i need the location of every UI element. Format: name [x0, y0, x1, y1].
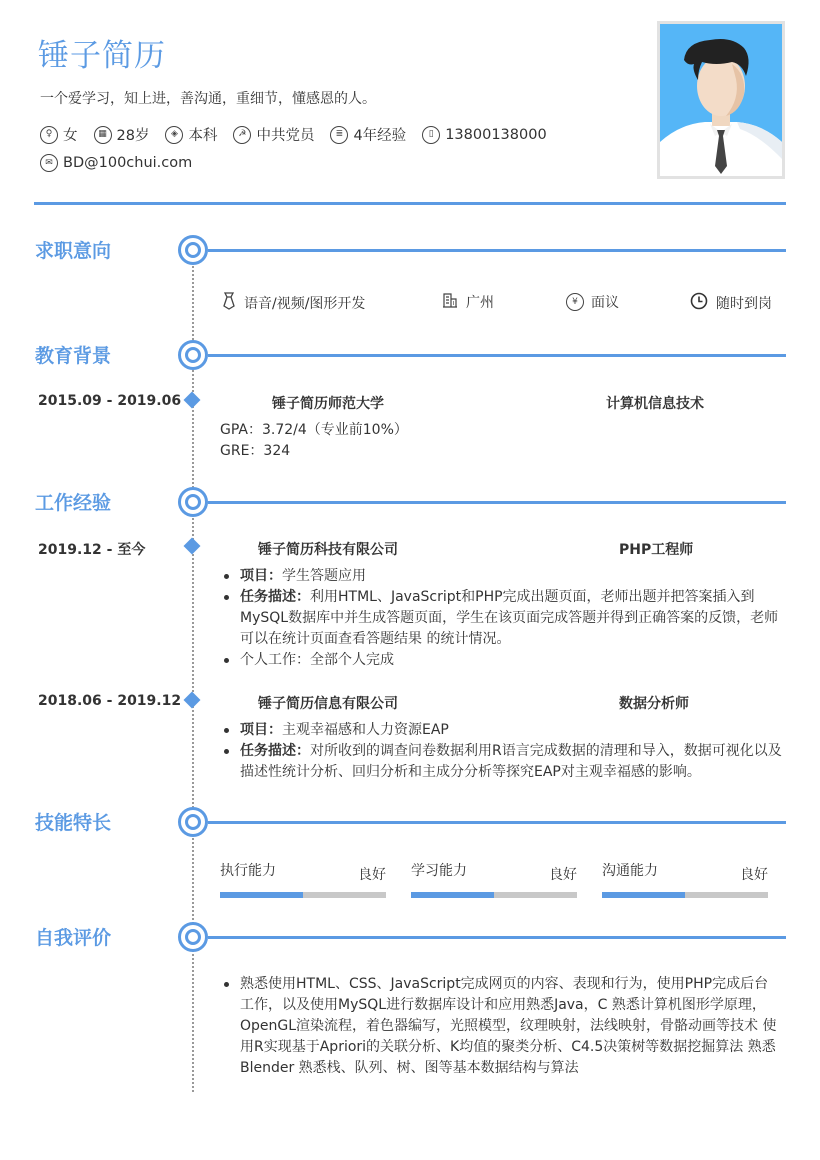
skill-execution	[220, 860, 386, 898]
calendar-icon: ▦	[94, 126, 112, 144]
avatar-illustration	[660, 24, 782, 176]
motto: 一个爱学习，知上进，善沟通，重细节，懂感恩的人。	[40, 91, 376, 107]
intent-salary	[566, 292, 619, 312]
info-age	[94, 124, 150, 145]
info-phone	[422, 126, 546, 144]
section-divider	[208, 501, 786, 504]
mail-icon: ✉	[40, 154, 58, 172]
profile-photo	[657, 21, 785, 179]
skill-name: 沟通能力	[602, 863, 658, 879]
section-title-skills: 技能特长	[35, 812, 112, 834]
job-2-date: 2018.06 - 2019.12	[38, 693, 182, 709]
skill-name: 学习能力	[411, 863, 467, 879]
intent-position	[222, 292, 365, 314]
timeline-diamond-icon	[184, 538, 201, 555]
job-1-details	[222, 566, 782, 671]
list-item: 项目：学生答题应用	[222, 566, 782, 587]
section-marker-icon	[178, 922, 208, 952]
list-item: 任务描述：对所收到的调查问卷数据利用R语言完成数据的清理和导入，数据可视化以及描述性统计分析、回归分析和主成分分析等探究EAP对主观幸福感的影响。	[222, 741, 782, 783]
tie-icon	[222, 292, 236, 314]
info-phone-text[interactable]: 13800138000	[445, 126, 547, 143]
skill-level: 良好	[358, 867, 386, 883]
section-divider	[208, 354, 786, 357]
skill-progress-bar	[602, 892, 768, 898]
section-marker-icon	[178, 807, 208, 837]
gender-icon: ♀	[40, 126, 58, 144]
yen-icon: ¥	[566, 293, 584, 311]
skill-progress-fill	[411, 892, 494, 898]
info-email	[40, 154, 192, 172]
skill-progress-fill	[602, 892, 685, 898]
document-icon: ≣	[330, 126, 348, 144]
education-gpa: GPA：3.72/4（专业前10%）	[220, 422, 408, 438]
section-marker-icon	[178, 340, 208, 370]
section-title-intent: 求职意向	[35, 240, 112, 262]
job-2-role: 数据分析师	[619, 696, 689, 712]
building-icon	[442, 292, 458, 312]
job-2-company: 锤子简历信息有限公司	[258, 696, 398, 712]
info-gender-text: 女	[63, 128, 78, 144]
job-1-role: PHP工程师	[619, 542, 694, 558]
skill-name: 执行能力	[220, 863, 276, 879]
skill-progress-fill	[220, 892, 303, 898]
section-title-work: 工作经验	[35, 492, 112, 514]
section-divider	[208, 936, 786, 939]
education-major: 计算机信息技术	[606, 396, 704, 412]
skill-level: 良好	[549, 867, 577, 883]
info-politics	[233, 124, 314, 145]
clock-icon	[690, 292, 708, 314]
section-marker-icon	[178, 235, 208, 265]
timeline-dotted-line	[192, 262, 194, 1092]
intent-city	[442, 292, 494, 312]
section-title-education: 教育背景	[35, 345, 112, 367]
personal-info-row	[40, 124, 563, 145]
timeline-diamond-icon	[184, 692, 201, 709]
skill-level: 良好	[740, 867, 768, 883]
party-emblem-icon: ☭	[233, 126, 251, 144]
list-item: 任务描述：利用HTML、JavaScript和PHP完成出题页面，老师出题并把答案插入到MySQL数据库中并生成答题页面，学生在该页面完成答题并得到正确答案的反馈，老师可以在统计页面查看答题结果 的统计情况。	[222, 587, 782, 650]
list-item: 项目：主观幸福感和人力资源EAP	[222, 720, 782, 741]
job-1-date: 2019.12 - 至今	[38, 542, 146, 558]
info-experience-text: 4年经验	[353, 128, 407, 144]
intent-salary-text: 面议	[591, 295, 619, 311]
section-title-self-eval: 自我评价	[35, 927, 112, 949]
skill-learning	[411, 860, 577, 898]
section-divider	[208, 821, 786, 824]
skill-communication	[602, 860, 768, 898]
intent-position-text: 语音/视频/图形开发	[244, 296, 366, 312]
education-school: 锤子简历师范大学	[272, 396, 384, 412]
education-gre: GRE：324	[220, 443, 291, 459]
intent-availability	[690, 292, 772, 314]
list-item: 个人工作：全部个人完成	[222, 650, 782, 671]
info-degree-text: 本科	[188, 128, 218, 144]
resume-name: 锤子简历	[38, 38, 166, 74]
job-2-details	[222, 720, 782, 783]
self-eval-list	[222, 974, 782, 1079]
info-gender	[40, 124, 78, 145]
education-date: 2015.09 - 2019.06	[38, 393, 182, 409]
job-1-company: 锤子简历科技有限公司	[258, 542, 398, 558]
section-marker-icon	[178, 487, 208, 517]
graduation-cap-icon: ◈	[165, 126, 183, 144]
intent-city-text: 广州	[466, 295, 494, 311]
header-divider	[34, 202, 786, 205]
email-row	[40, 154, 208, 172]
info-email-text[interactable]: BD@100chui.com	[63, 155, 193, 171]
phone-icon: ▯	[422, 126, 440, 144]
timeline-diamond-icon	[184, 392, 201, 409]
intent-availability-text: 随时到岗	[716, 296, 772, 312]
skill-progress-bar	[411, 892, 577, 898]
list-item: 熟悉使用HTML、CSS、JavaScript完成网页的内容、表现和行为，使用PHP完成后台工作，以及使用MySQL进行数据库设计和应用熟悉Java，C 熟悉计算机图形学原理，OpenGL渲染流程，着色器编写，光照模型，纹理映射，法线映射，骨骼动画等技术 使用R实现基于Apriori的关联分析、K均值的聚类分析、C4.5决策树等数据挖掘算法 熟悉Blender 熟悉栈、队列、树、图等基本数据结构与算法	[222, 974, 782, 1079]
info-experience	[330, 124, 406, 145]
info-age-text: 28岁	[116, 128, 150, 144]
skill-progress-bar	[220, 892, 386, 898]
info-politics-text: 中共党员	[256, 128, 315, 144]
section-divider	[208, 249, 786, 252]
info-degree	[165, 124, 217, 145]
